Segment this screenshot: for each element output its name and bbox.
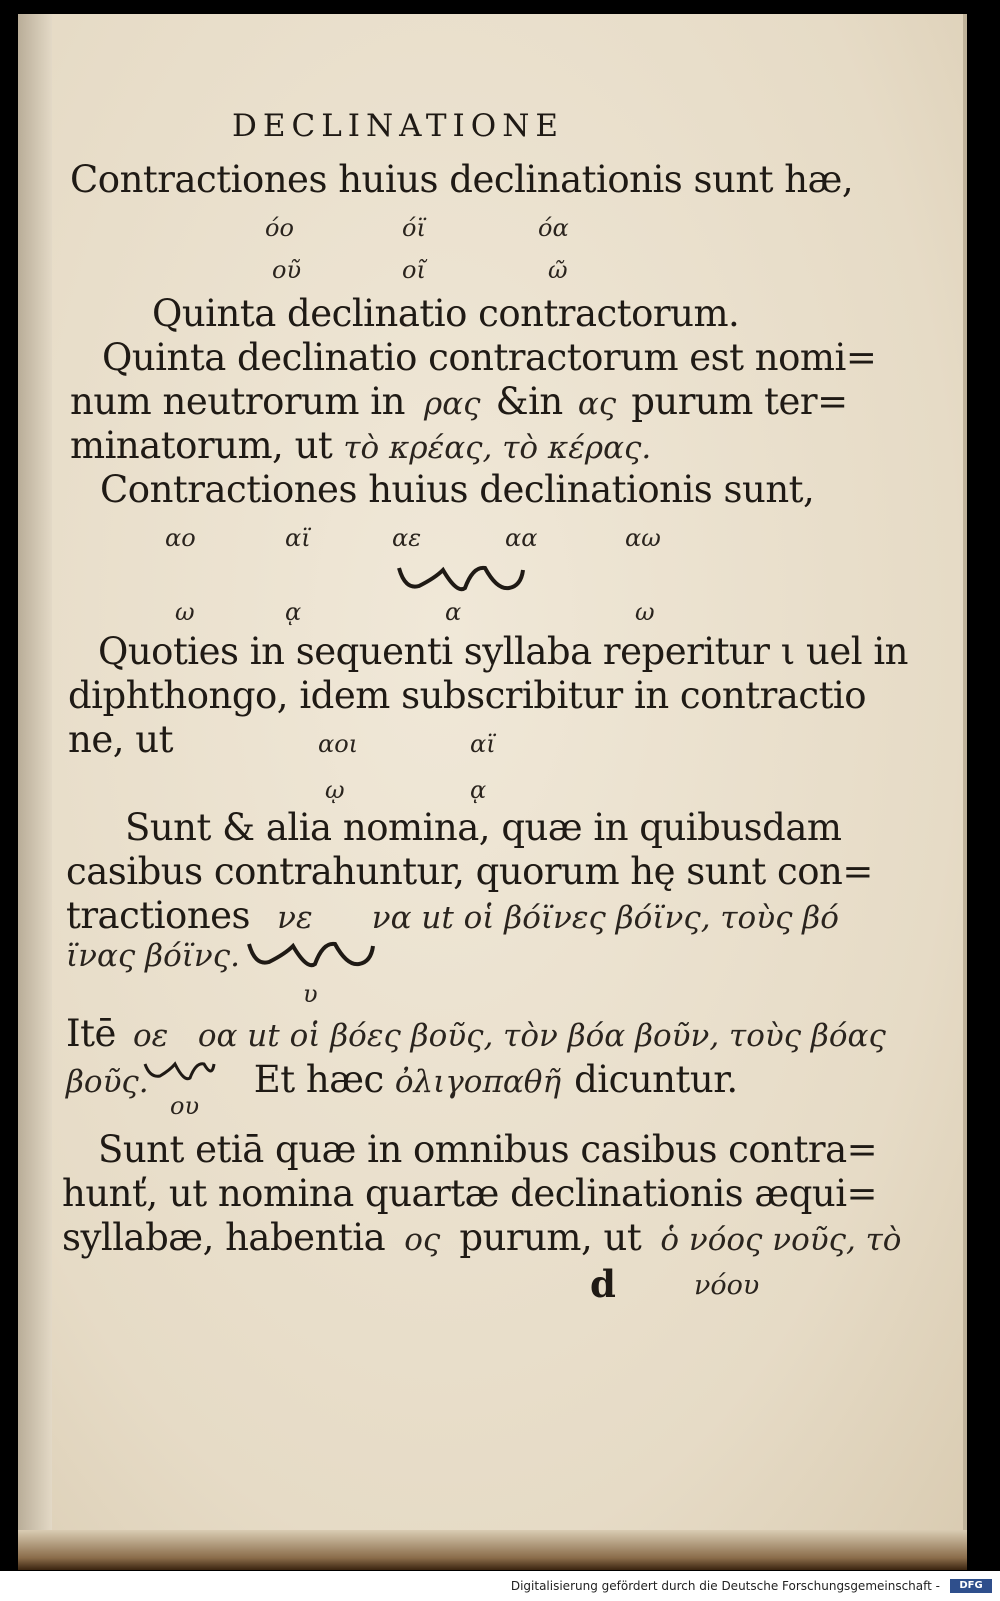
contraction-2-4: αα — [505, 524, 538, 552]
contraction-2-8: α — [445, 598, 462, 626]
page-bottom-edge — [18, 1530, 967, 1570]
dfg-logo: DFG — [950, 1579, 992, 1593]
ligature-bracket-2 — [245, 936, 380, 978]
text-line-6b: casibus contrahuntur, quorum hę sunt con= — [66, 850, 873, 893]
signature-mark: d — [590, 1262, 616, 1306]
text-line-5b: diphthongo, idem subscribitur in contractio — [68, 674, 867, 717]
contraction-1-4: οῦ — [272, 256, 302, 284]
contraction-1-5: οῖ — [402, 256, 426, 284]
greek-span: ὀλιγοπαθῆ — [394, 1064, 562, 1100]
contraction-3-4: ᾳ — [470, 776, 487, 804]
contraction-2-6: ω — [175, 598, 195, 626]
text-line-1: Contractiones huius declinationis sunt hæ, — [70, 158, 854, 201]
text-span: syllabæ, habentia — [62, 1216, 386, 1259]
text-line-3a: Quinta declinatio contractorum est nomi= — [102, 336, 877, 379]
catchword: νόου — [694, 1270, 760, 1301]
text-line-5c: ne, ut — [68, 718, 173, 761]
contraction-2-9: ω — [635, 598, 655, 626]
greek-span: νε να ut οἱ βόϊνες βόϊνς, τοὺς βό — [277, 900, 839, 936]
text-span: purum ter= — [631, 380, 848, 423]
ligature-bracket-3 — [142, 1058, 217, 1088]
greek-span: ας — [577, 386, 617, 422]
greek-span: τὸ κρέας, τὸ κέρας. — [343, 430, 652, 466]
contraction-5: ου — [170, 1092, 200, 1120]
contraction-2-7: ᾳ — [285, 598, 302, 626]
text-line-3b — [70, 380, 848, 423]
contraction-3-2: αϊ — [470, 730, 496, 758]
text-line-6c — [66, 894, 839, 937]
text-span: num neutrorum in — [70, 380, 405, 423]
credit-text: Digitalisierung gefördert durch die Deutsche Forschungsgemeinschaft - — [510, 1579, 940, 1593]
contraction-1-1: όο — [265, 214, 294, 242]
running-head: DECLINATIONE — [232, 108, 564, 144]
contraction-2-5: αω — [625, 524, 661, 552]
contraction-4: υ — [303, 980, 318, 1008]
section-heading: Quinta declinatio contractorum. — [152, 292, 740, 335]
text-line-6e — [66, 1012, 886, 1055]
text-line-4: Contractiones huius declinationis sunt, — [100, 468, 815, 511]
contraction-1-2: όϊ — [402, 214, 426, 242]
contraction-1-3: όα — [538, 214, 569, 242]
text-line-7a: Sunt etiā quæ in omnibus casibus contra= — [98, 1128, 878, 1171]
text-line-7c — [62, 1216, 901, 1259]
greek-span: βοῦς. — [66, 1064, 149, 1100]
text-span: minatorum, ut — [70, 424, 333, 467]
page-gutter — [18, 14, 52, 1566]
greek-span: ϊνας βόϊνς. — [66, 938, 240, 974]
text-span: dicuntur. — [574, 1058, 738, 1101]
text-span: tractiones — [66, 894, 251, 937]
greek-span: ὁ νόος νοῦς, τὸ — [660, 1222, 902, 1258]
greek-span: ος — [404, 1222, 441, 1258]
text-span: Itē — [66, 1012, 116, 1055]
contraction-2-3: αε — [392, 524, 422, 552]
greek-span: ρας — [424, 386, 481, 422]
text-span: purum, ut — [459, 1216, 642, 1259]
text-line-7b: hunť, ut nomina quartæ declinationis æqui= — [62, 1172, 878, 1215]
digitization-credit — [0, 1571, 1000, 1601]
contraction-3-1: αοι — [318, 730, 359, 758]
contraction-2-2: αϊ — [285, 524, 311, 552]
text-line-6d — [66, 938, 240, 974]
ligature-bracket — [395, 560, 535, 600]
greek-span: οε οα ut οἱ βόες βοῦς, τὸν βόα βοῦν, τοὺς βόας — [132, 1018, 886, 1054]
text-span: Et hæc — [253, 1058, 384, 1101]
text-line-5a: Quoties in sequenti syllaba reperitur ι uel in — [98, 630, 909, 673]
text-span: &in — [495, 380, 563, 423]
contraction-3-3: ῳ — [325, 776, 345, 804]
contraction-2-1: αο — [165, 524, 196, 552]
book-page — [18, 14, 967, 1566]
text-line-3c — [70, 424, 651, 467]
contraction-1-6: ῶ — [548, 256, 568, 284]
text-line-6a: Sunt & alia nomina, quæ in quibusdam — [125, 806, 842, 849]
